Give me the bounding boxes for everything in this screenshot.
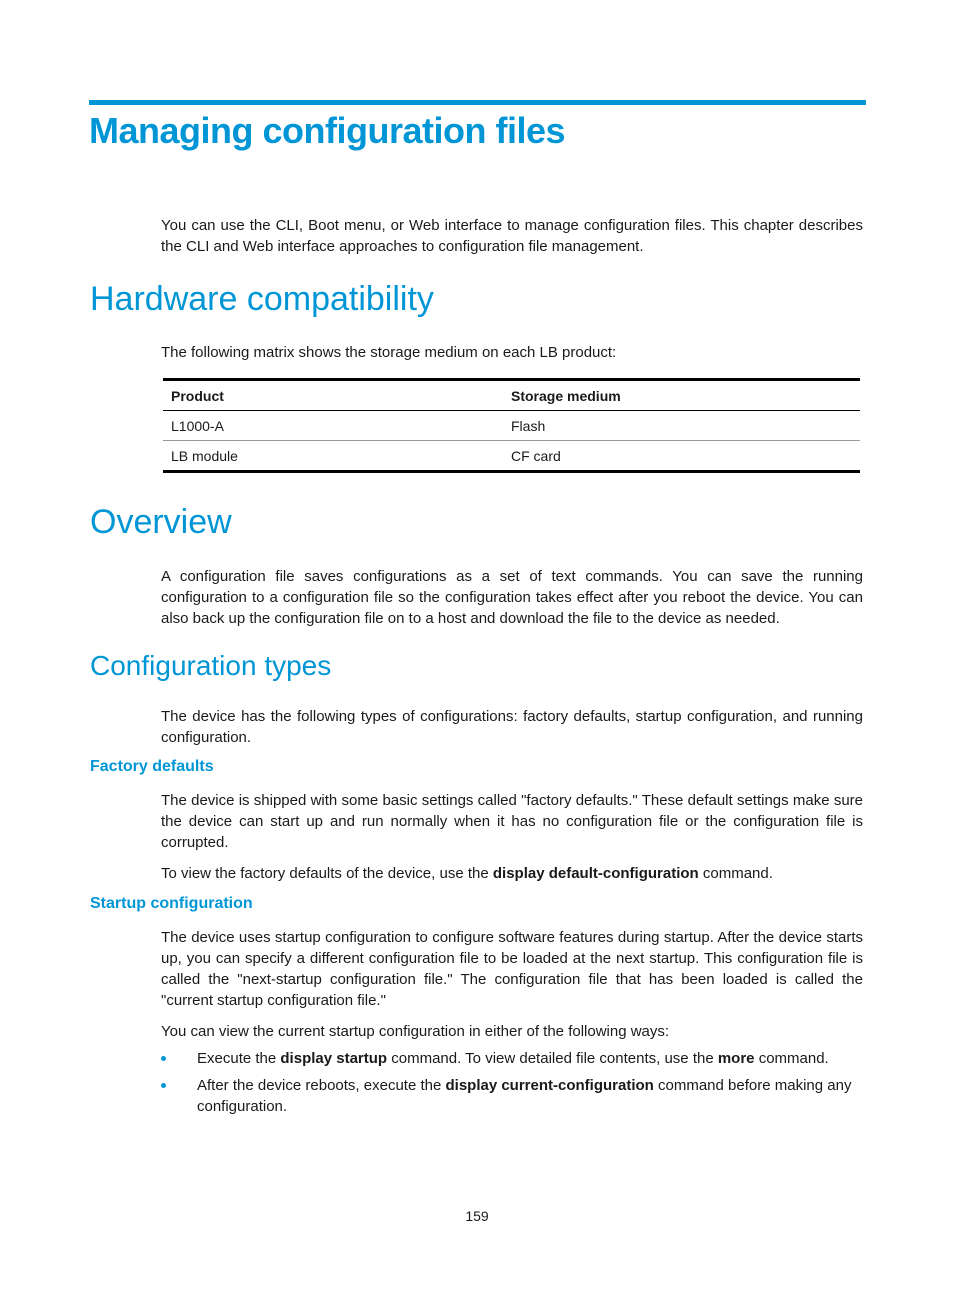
heading-factory-defaults: Factory defaults — [90, 758, 214, 775]
command-display-default-configuration: display default-configuration — [492, 865, 699, 882]
heading-hardware-compatibility: Hardware compatibility — [90, 280, 434, 318]
startup-ways-paragraph: You can view the current startup configuration in either of the following ways: — [161, 1023, 670, 1040]
list-item-text — [197, 1048, 863, 1069]
factory-command-paragraph — [161, 863, 863, 884]
overview-paragraph: A configuration file saves configurations as a set of text commands. You can save the running configuration to a configuration file so the configuration takes effect after you reboot the device. You can also back up the configuration file on to a host and download the file to the device as needed. — [161, 568, 863, 627]
command-more: more — [717, 1050, 755, 1067]
page-title: Managing configuration files — [89, 110, 566, 151]
startup-paragraph: The device uses startup configuration to configure software features during startup. After the device starts up, you can specify a different configuration file to be loaded at the next startup. This configuration file is called the "next-startup configuration file." The configuration file that has been loaded is called the "current startup configuration file." — [161, 929, 863, 1009]
intro-paragraph: You can use the CLI, Boot menu, or Web interface to manage configuration files. This chapter describes the CLI and Web interface approaches to configuration file management. — [161, 217, 863, 255]
bullet-icon — [161, 1083, 166, 1088]
hardware-text: The following matrix shows the storage medium on each LB product: — [161, 344, 617, 361]
table-row — [163, 411, 860, 441]
table-cell: LB module — [171, 447, 238, 464]
factory-paragraph: The device is shipped with some basic settings called "factory defaults." These default settings make sure the device can start up and run normally when it has no configuration file or the configuration file is corrupted. — [161, 792, 863, 851]
table-row — [163, 441, 860, 470]
text-fragment: command. — [754, 1050, 829, 1067]
text-fragment: Execute the — [197, 1050, 281, 1067]
text-fragment: command. — [698, 865, 773, 882]
storage-table — [163, 378, 860, 473]
title-rule — [89, 100, 866, 105]
table-cell: CF card — [511, 447, 561, 464]
command-display-current-configuration: display current-configuration — [445, 1077, 654, 1094]
table-header-product: Product — [171, 387, 224, 404]
bullet-icon — [161, 1056, 166, 1061]
heading-overview: Overview — [90, 503, 232, 541]
heading-configuration-types: Configuration types — [90, 650, 332, 681]
page-number: 159 — [465, 1208, 489, 1224]
text-fragment: After the device reboots, execute the — [197, 1077, 446, 1094]
table-header-row — [163, 381, 860, 411]
table-cell: L1000-A — [171, 417, 224, 434]
text-fragment: command before making any configuration. — [197, 1077, 852, 1115]
command-display-startup: display startup — [280, 1050, 388, 1067]
heading-startup-configuration: Startup configuration — [90, 895, 253, 912]
text-fragment: command. To view detailed file contents, use the — [387, 1050, 718, 1067]
text-fragment: To view the factory defaults of the device, use the — [161, 865, 493, 882]
table-header-storage: Storage medium — [511, 387, 621, 404]
list-item-text — [197, 1075, 863, 1117]
table-cell: Flash — [511, 417, 546, 434]
config-types-paragraph: The device has the following types of configurations: factory defaults, startup configuration, and running configuration. — [161, 708, 863, 746]
